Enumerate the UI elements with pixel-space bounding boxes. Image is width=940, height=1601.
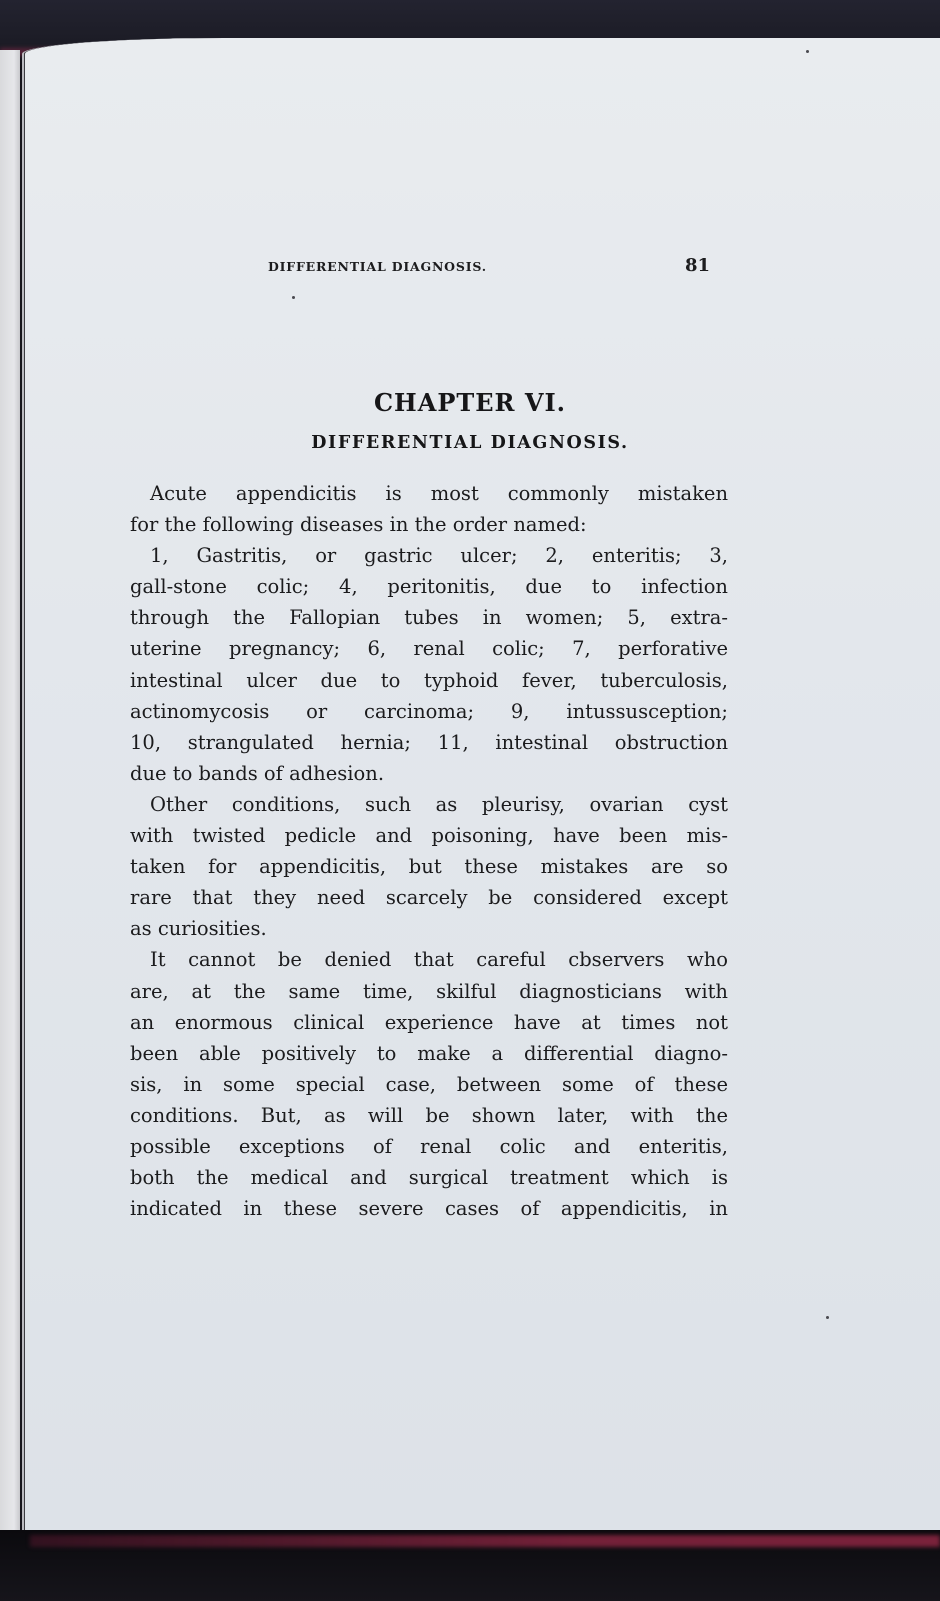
text-line: It cannot be denied that careful cbservers who bbox=[150, 948, 728, 972]
text-line: 1, Gastritis, or gastric ulcer; 2, enteritis; 3, bbox=[150, 544, 728, 568]
text-line: uterine pregnancy; 6, renal colic; 7, perforative bbox=[130, 637, 728, 661]
page-number: 81 bbox=[684, 255, 710, 276]
text-line: sis, in some special case, between some of these bbox=[130, 1072, 728, 1096]
text-line: an enormous clinical experience have at times not bbox=[130, 1010, 728, 1034]
text-line: rare that they need scarcely be considered except bbox=[130, 886, 728, 910]
chapter-subtitle: DIFFERENTIAL DIAGNOSIS. bbox=[311, 433, 629, 453]
text-line: possible exceptions of renal colic and enteritis, bbox=[130, 1134, 728, 1158]
text-line: conditions. But, as will be shown later, with the bbox=[130, 1103, 728, 1127]
text-line: 10, strangulated hernia; 11, intestinal obstruction bbox=[130, 730, 728, 754]
text-line: through the Fallopian tubes in women; 5, extra- bbox=[130, 606, 728, 630]
text-line: with twisted pedicle and poisoning, have been mis- bbox=[130, 824, 728, 848]
text-line: are, at the same time, skilful diagnosticians with bbox=[130, 979, 728, 1003]
text-line: as curiosities. bbox=[130, 917, 267, 941]
print-speck bbox=[826, 1316, 829, 1319]
text-line: taken for appendicitis, but these mistakes are so bbox=[130, 855, 728, 879]
text-line: been able positively to make a differential diagno- bbox=[130, 1041, 728, 1065]
book-binding-edge-bottom bbox=[30, 1535, 940, 1547]
text-line: Acute appendicitis is most commonly mistaken bbox=[150, 482, 728, 505]
running-head: DIFFERENTIAL DIAGNOSIS. bbox=[268, 259, 487, 274]
chapter-title: CHAPTER VI. bbox=[373, 388, 567, 417]
body-text bbox=[130, 478, 728, 1224]
text-line: intestinal ulcer due to typhoid fever, tuberculosis, bbox=[130, 668, 728, 692]
text-line: for the following diseases in the order named: bbox=[130, 513, 587, 537]
print-speck bbox=[806, 50, 809, 53]
text-line: due to bands of adhesion. bbox=[130, 761, 385, 785]
text-line: gall-stone colic; 4, peritonitis, due to infection bbox=[130, 575, 728, 599]
text-line: indicated in these severe cases of appendicitis, in bbox=[130, 1197, 728, 1221]
page-header bbox=[268, 255, 728, 279]
facing-page-edge bbox=[0, 50, 20, 1570]
text-line: Other conditions, such as pleurisy, ovarian cyst bbox=[150, 792, 728, 816]
text-line: actinomycosis or carcinoma; 9, intussusception; bbox=[130, 699, 728, 723]
text-line: both the medical and surgical treatment which is bbox=[130, 1166, 728, 1190]
print-speck bbox=[292, 296, 295, 299]
